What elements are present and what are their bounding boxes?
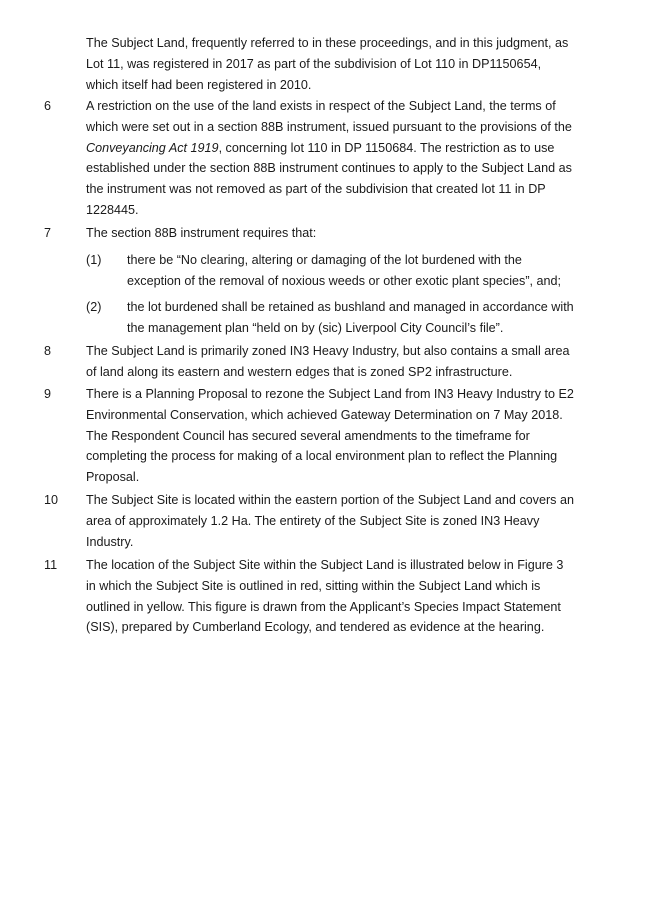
paragraph-number: 9 [44,387,52,401]
paragraph-number: 7 [44,226,52,240]
paragraph-text [86,341,596,383]
text-line: the instrument was not removed as part of the subdivision that created lot 11 in DP [86,182,546,197]
paragraph-number: 8 [44,344,52,358]
text-line: Proposal. [86,470,140,485]
subparagraph-text [127,297,597,339]
text-line: The Subject Site is located within the eastern portion of the Subject Land and covers an [86,493,574,507]
paragraph-text [86,490,596,552]
text-line: A restriction on the use of the land exists in respect of the Subject Land, the terms of [86,99,556,113]
text-line: Environmental Conservation, which achieved Gateway Determination on 7 May 2018. [86,407,563,422]
text-line: There is a Planning Proposal to rezone the Subject Land from IN3 Heavy Industry to E2 [86,387,574,401]
paragraph-text [86,96,596,221]
text-line: exception of the removal of noxious weeds or other exotic plant species”, and; [127,273,562,288]
text-line: The location of the Subject Site within the Subject Land is illustrated below in Figure 3 [86,558,564,572]
paragraph-text [86,384,596,488]
text-line: The section 88B instrument requires that: [86,226,317,240]
paragraph-text [86,33,596,95]
paragraph-text [86,223,596,244]
text-fragment: , concerning lot 110 in DP 1150684. The restriction as to use [218,140,555,155]
text-line: established under the section 88B instrument continues to apply to the Subject Land as [86,161,572,176]
text-line: Lot 11, was registered in 2017 as part of the subdivision of Lot 110 in DP1150654, [86,56,542,71]
paragraph-number: 10 [44,493,59,507]
paragraph-number: 6 [44,99,52,113]
text-line: which were set out in a section 88B instrument, issued pursuant to the provisions of the [86,119,572,134]
text-line: (SIS), prepared by Cumberland Ecology, and tendered as evidence at the hearing. [86,620,545,635]
text-line: the management plan “held on by (sic) Liverpool City Council’s file”. [127,320,504,335]
text-line: outlined in yellow. This figure is drawn from the Applicant’s Species Impact Statement [86,599,561,614]
text-line: area of approximately 1.2 Ha. The entirety of the Subject Site is zoned IN3 Heavy [86,513,540,528]
text-line: the lot burdened shall be retained as bushland and managed in accordance with [127,300,574,314]
text-line: 1228445. [86,202,139,217]
text-line: Industry. [86,534,134,549]
text-line: there be “No clearing, altering or damaging of the lot burdened with the [127,253,522,267]
text-line: which itself had been registered in 2010. [86,77,312,92]
text-line: The Respondent Council has secured several amendments to the timeframe for [86,428,530,443]
act-title: Conveyancing Act 1919 [86,140,219,155]
text-line: in which the Subject Site is outlined in red, sitting within the Subject Land which is [86,578,541,593]
text-line: completing the process for making of a local environment plan to reflect the Planning [86,449,558,464]
subparagraph-text [127,250,597,292]
paragraph-number: 11 [44,558,58,572]
text-line: The Subject Land, frequently referred to in these proceedings, and in this judgment, as [86,36,569,50]
text-line: The Subject Land is primarily zoned IN3 Heavy Industry, but also contains a small area [86,344,570,358]
paragraph-text [86,555,596,638]
subparagraph-label: (1) [86,253,102,267]
subparagraph-label: (2) [86,300,102,314]
text-line-with-italic [86,138,596,159]
text-line: of land along its eastern and western edges that is zoned SP2 infrastructure. [86,364,513,379]
